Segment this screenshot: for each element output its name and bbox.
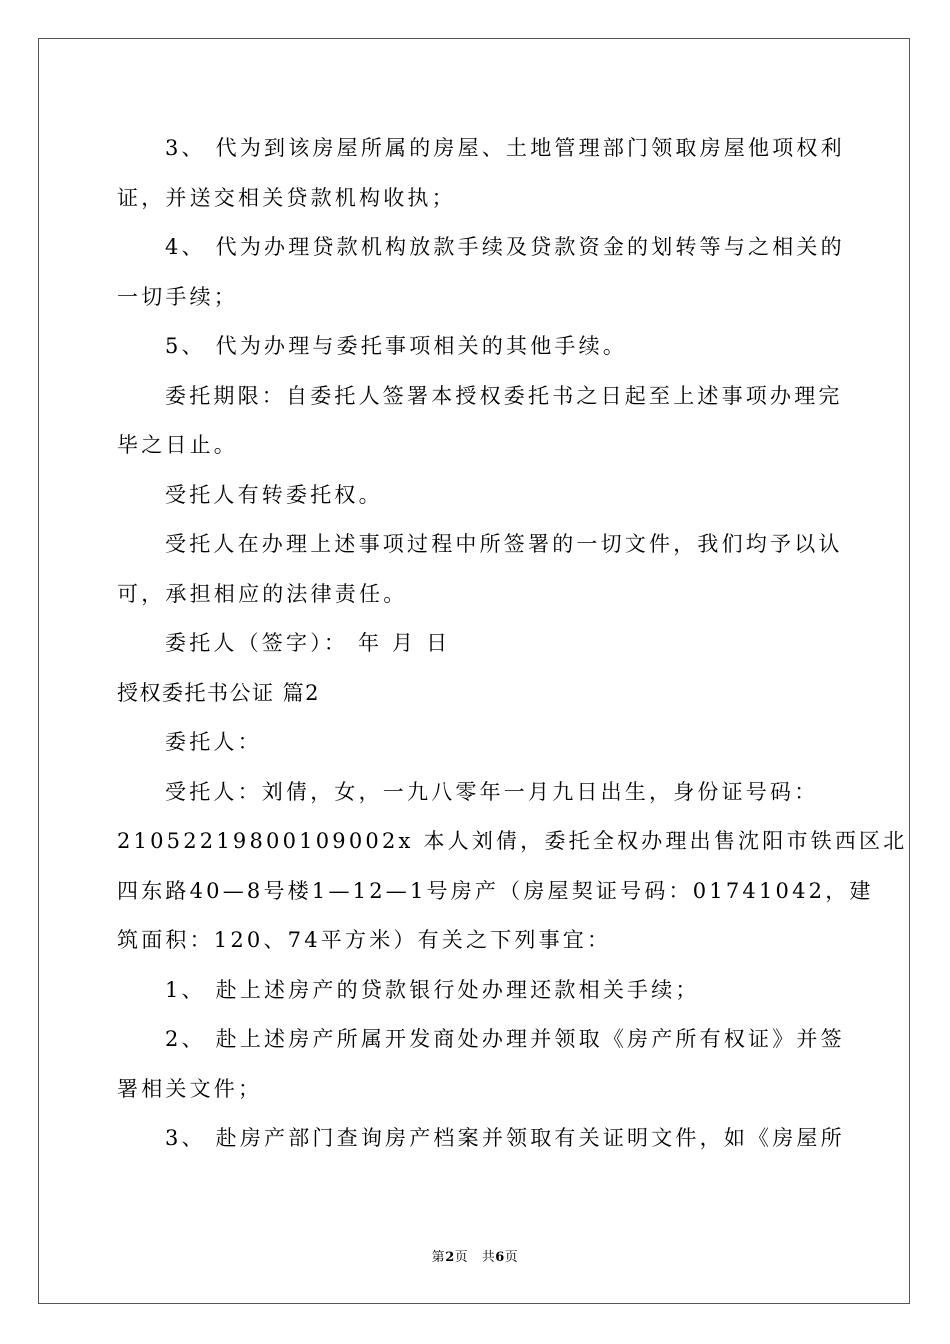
text-line: 5、 代为办理与委托事项相关的其他手续。 — [165, 334, 628, 358]
text-line: 筑面积：120、74平方米）有关之下列事宜： — [117, 928, 612, 952]
text-line: 毕之日止。 — [117, 433, 238, 457]
text-line: 委托人： — [165, 730, 262, 754]
text-line: 3、 代为到该房屋所属的房屋、土地管理部门领取房屋他项权利 — [165, 136, 845, 160]
paragraph-item-4 — [117, 223, 845, 322]
paragraph-agent — [117, 768, 908, 966]
footer-suffix: 页 — [504, 1250, 519, 1265]
text-line: 委托人（签字）： 年 月 日 — [165, 631, 451, 655]
text-line: 可，承担相应的法律责任。 — [117, 581, 408, 606]
paragraph-matter-2 — [117, 1015, 845, 1114]
text-line: 受托人：刘倩，女，一九八零年一月九日出生，身份证号码： — [165, 779, 819, 804]
footer-page-current: 2 — [445, 1250, 455, 1265]
text-line: 21052219800109002x 本人刘倩，委托全权办理出售沈阳市铁西区北 — [117, 829, 908, 853]
footer-mid: 页 共 — [454, 1250, 496, 1265]
paragraph-principal — [117, 718, 833, 768]
document-body — [117, 124, 908, 1164]
paragraph-item-3 — [117, 124, 845, 223]
footer-prefix: 第 — [431, 1250, 446, 1265]
text-line: 4、 代为办理贷款机构放款手续及贷款资金的划转等与之相关的 — [165, 235, 845, 259]
text-line: 1、 赴上述房产的贷款银行处办理还款相关手续； — [165, 977, 700, 1002]
text-line: 署相关文件； — [117, 1076, 263, 1101]
signature-line — [117, 619, 833, 669]
paragraph-term — [117, 372, 843, 471]
page-footer — [0, 1246, 950, 1265]
text-line: 证，并送交相关贷款机构收执； — [117, 185, 456, 210]
paragraph-sub-delegation — [117, 471, 833, 521]
paragraph-matter-1 — [117, 966, 833, 1016]
text-line: 3、 赴房产部门查询房产档案并领取有关证明文件，如《房屋所 — [165, 1126, 845, 1150]
text-line: 一切手续； — [117, 284, 238, 309]
paragraph-liability — [117, 520, 843, 619]
footer-page-total: 6 — [495, 1250, 505, 1265]
text-line: 2、 赴上述房产所属开发商处办理并领取《房产所有权证》并签 — [165, 1027, 845, 1051]
text-line: 受托人在办理上述事项过程中所签署的一切文件，我们均予以认 — [165, 532, 843, 556]
section-heading: 授权委托书公证 篇2 — [117, 680, 321, 705]
paragraph-matter-3 — [117, 1114, 845, 1164]
text-line: 受托人有转委托权。 — [165, 482, 383, 507]
paragraph-item-5 — [117, 322, 833, 372]
text-line: 委托期限：自委托人签署本授权委托书之日起至上述事项办理完 — [165, 383, 843, 408]
text-line: 四东路40—8号楼1—12—1号房产（房屋契证号码：01741042，建 — [117, 878, 874, 903]
